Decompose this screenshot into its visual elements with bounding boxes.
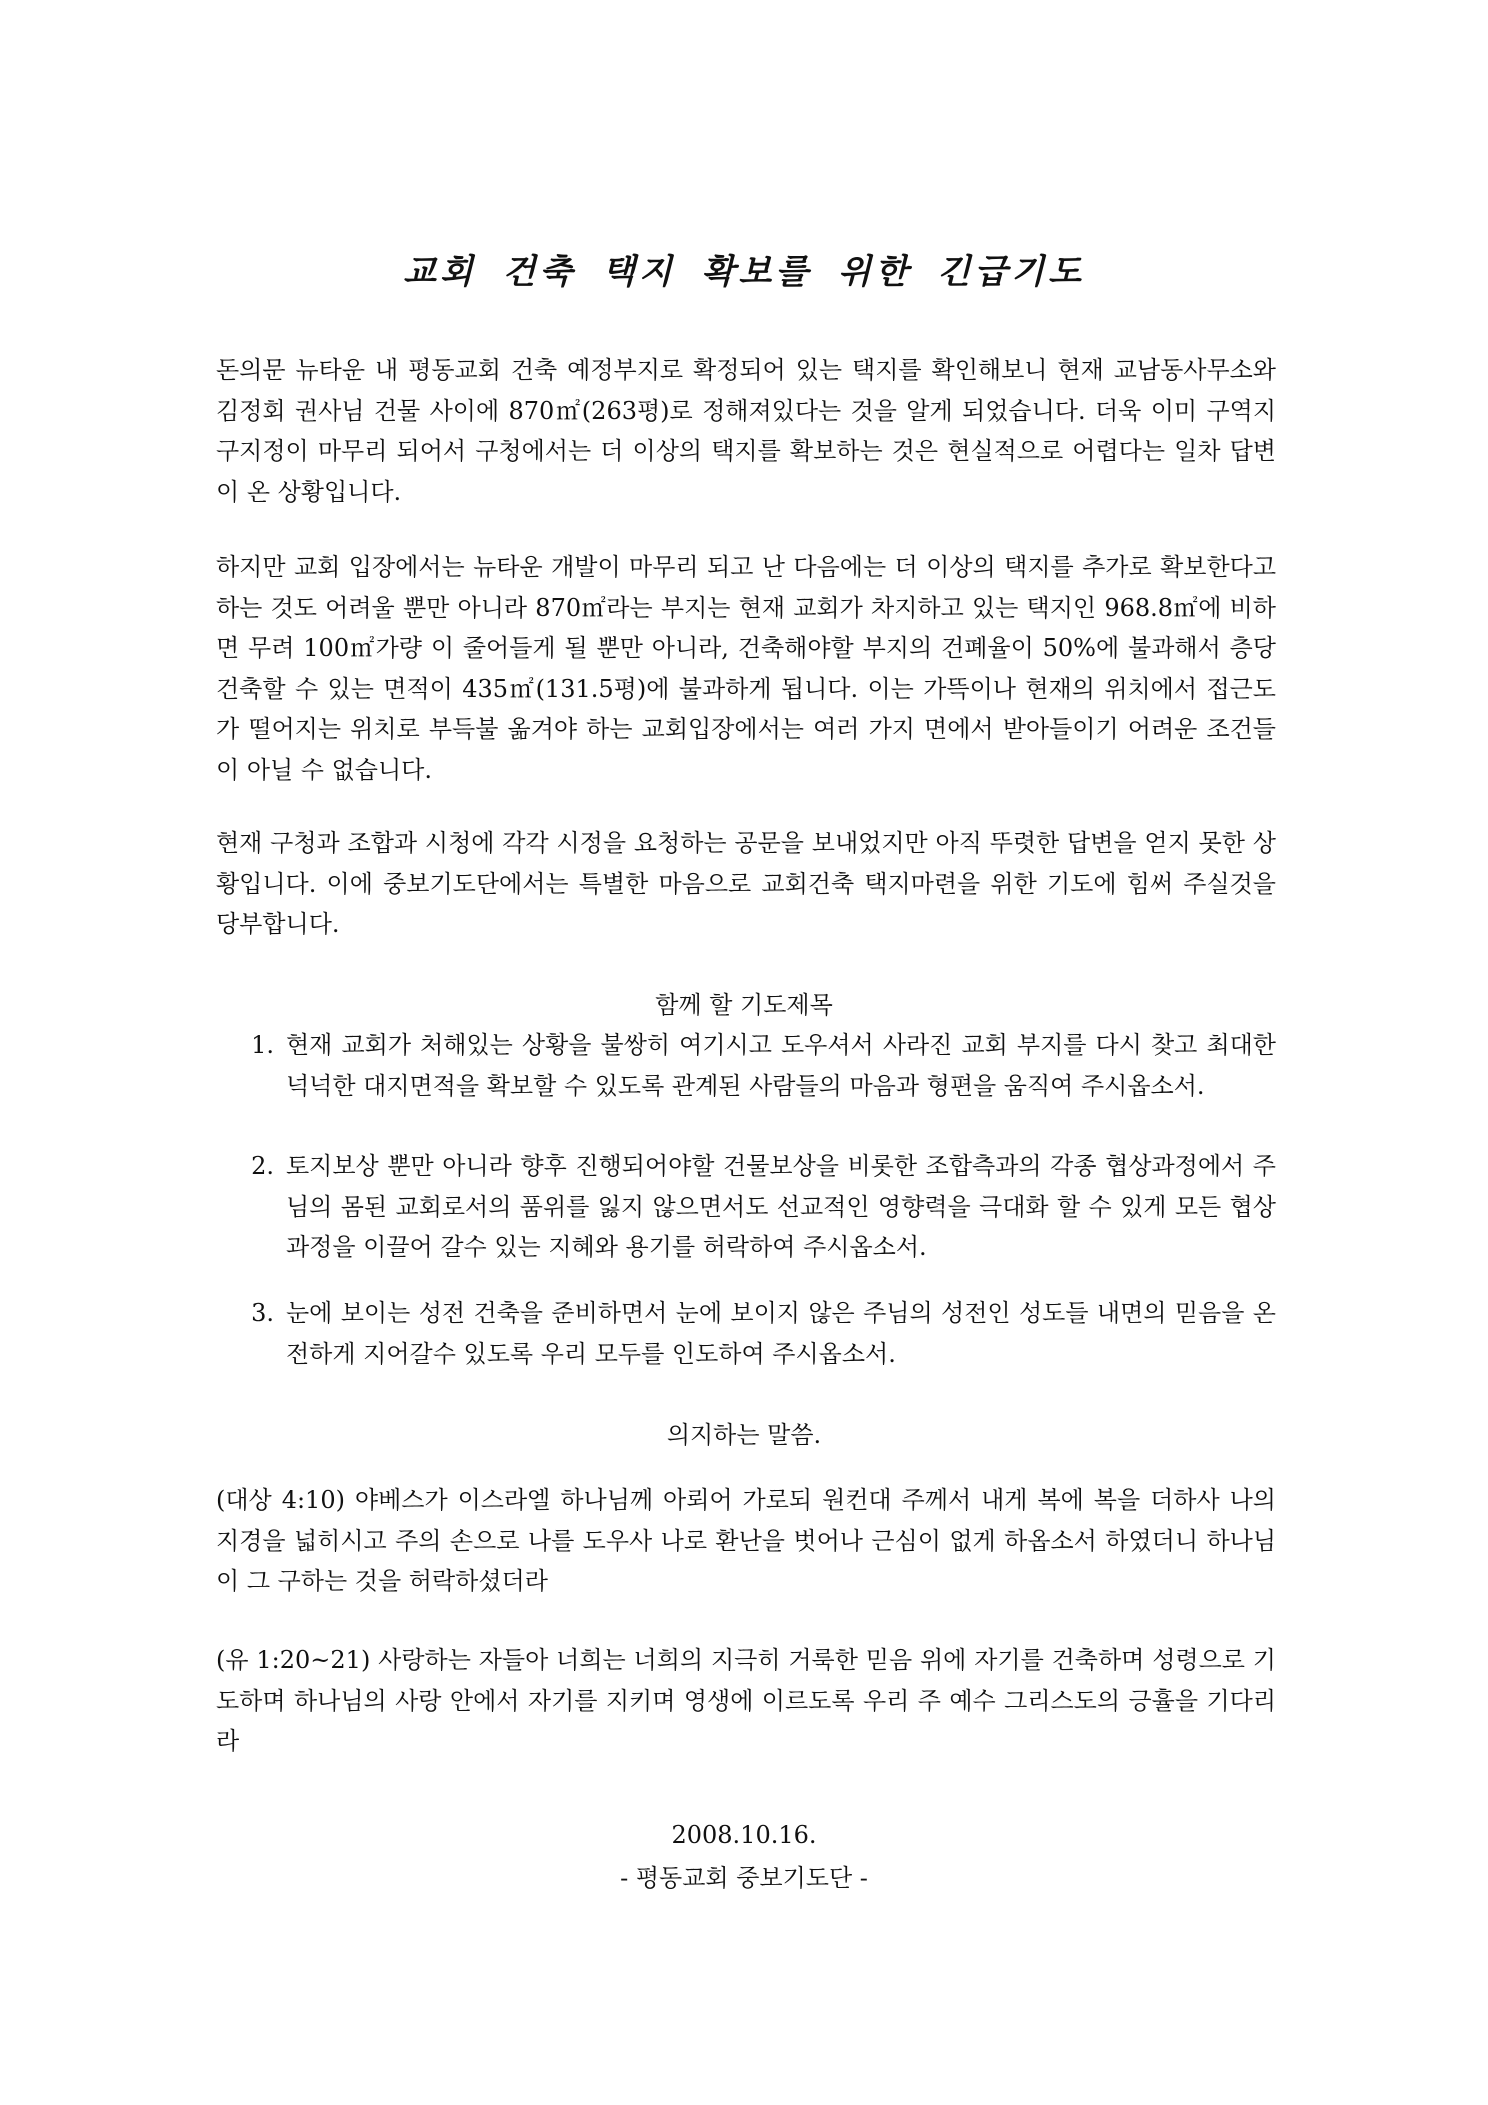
prayer-heading: 함께 할 기도제목 xyxy=(655,991,833,1019)
prayer-item-2 xyxy=(216,1146,1276,1268)
prayer-item-text: 눈에 보이는 성전 건축을 준비하면서 눈에 보이지 않은 주님의 성전인 성도들 내면의 믿음을 온전하게 지어갈수 있도록 우리 모두를 인도하여 주시옵소서. xyxy=(286,1299,1276,1368)
paragraph-2: 하지만 교회 입장에서는 뉴타운 개발이 마무리 되고 난 다음에는 더 이상의 택지를 추가로 확보한다고 하는 것도 어려울 뿐만 아니라 870㎡라는 부지는 현재 교회가 차지하고 있는 택지인 968.8㎡에 비하면 무려 100㎡가량 이 줄어들게 될 뿐만 아니라, 건축해야할 부지의 건폐율이 50%에 불과해서 층당 건축할 수 있는 면적이 435㎡(131.5평)에 불과하게 됩니다. 이는 가뜩이나 현재의 위치에서 접근도가 떨어지는 위치로 부득불 옮겨야 하는 교회입장에서는 여러 가지 면에서 받아들이기 어려운 조건들이 아닐 수 없습니다. xyxy=(216,553,1276,784)
document-signature: - 평동교회 중보기도단 - xyxy=(620,1864,868,1892)
prayer-item-number: 3. xyxy=(251,1299,274,1327)
document-title: 교회 건축 택지 확보를 위한 긴급기도 xyxy=(403,252,1085,292)
prayer-item-text: 토지보상 뿐만 아니라 향후 진행되어야할 건물보상을 비롯한 조합측과의 각종 협상과정에서 주님의 몸된 교회로서의 품위를 잃지 않으면서도 선교적인 영향력을 극대화 할 수 있게 모든 협상 과정을 이끌어 갈수 있는 지혜와 용기를 허락하여 주시옵소서. xyxy=(286,1152,1276,1261)
prayer-item-number: 1. xyxy=(251,1031,274,1059)
prayer-item-text: 현재 교회가 처해있는 상황을 불쌍히 여기시고 도우셔서 사라진 교회 부지를 다시 찾고 최대한 넉넉한 대지면적을 확보할 수 있도록 관계된 사람들의 마음과 형편을 움직여 주시옵소서. xyxy=(286,1031,1276,1100)
paragraph-1: 돈의문 뉴타운 내 평동교회 건축 예정부지로 확정되어 있는 택지를 확인해보니 현재 교남동사무소와 김정회 권사님 건물 사이에 870㎡(263평)로 정해져있다는 것을 알게 되었습니다. 더욱 이미 구역지구지정이 마무리 되어서 구청에서는 더 이상의 택지를 확보하는 것은 현실적으로 어렵다는 일차 답변이 온 상황입니다. xyxy=(216,356,1276,506)
prayer-item-1 xyxy=(216,1025,1276,1106)
scripture-heading: 의지하는 말씀. xyxy=(666,1421,822,1449)
paragraph-3: 현재 구청과 조합과 시청에 각각 시정을 요청하는 공문을 보내었지만 아직 뚜렷한 답변을 얻지 못한 상황입니다. 이에 중보기도단에서는 특별한 마음으로 교회건축 택지마련을 위한 기도에 힘써 주실것을 당부합니다. xyxy=(216,829,1276,938)
prayer-item-number: 2. xyxy=(251,1152,274,1180)
document-date: 2008.10.16. xyxy=(671,1821,817,1849)
scripture-verse-2: (유 1:20~21) 사랑하는 자들아 너희는 너희의 지극히 거룩한 믿음 위에 자기를 건축하며 성령으로 기도하며 하나님의 사랑 안에서 자기를 지키며 영생에 이르도록 우리 주 예수 그리스도의 긍휼을 기다리라 xyxy=(216,1646,1276,1755)
prayer-item-3 xyxy=(216,1293,1276,1374)
scripture-verse-1: (대상 4:10) 야베스가 이스라엘 하나님께 아뢰어 가로되 원컨대 주께서 내게 복에 복을 더하사 나의 지경을 넓히시고 주의 손으로 나를 도우사 나로 환난을 벗어나 근심이 없게 하옵소서 하였더니 하나님이 그 구하는 것을 허락하셨더라 xyxy=(216,1486,1276,1595)
